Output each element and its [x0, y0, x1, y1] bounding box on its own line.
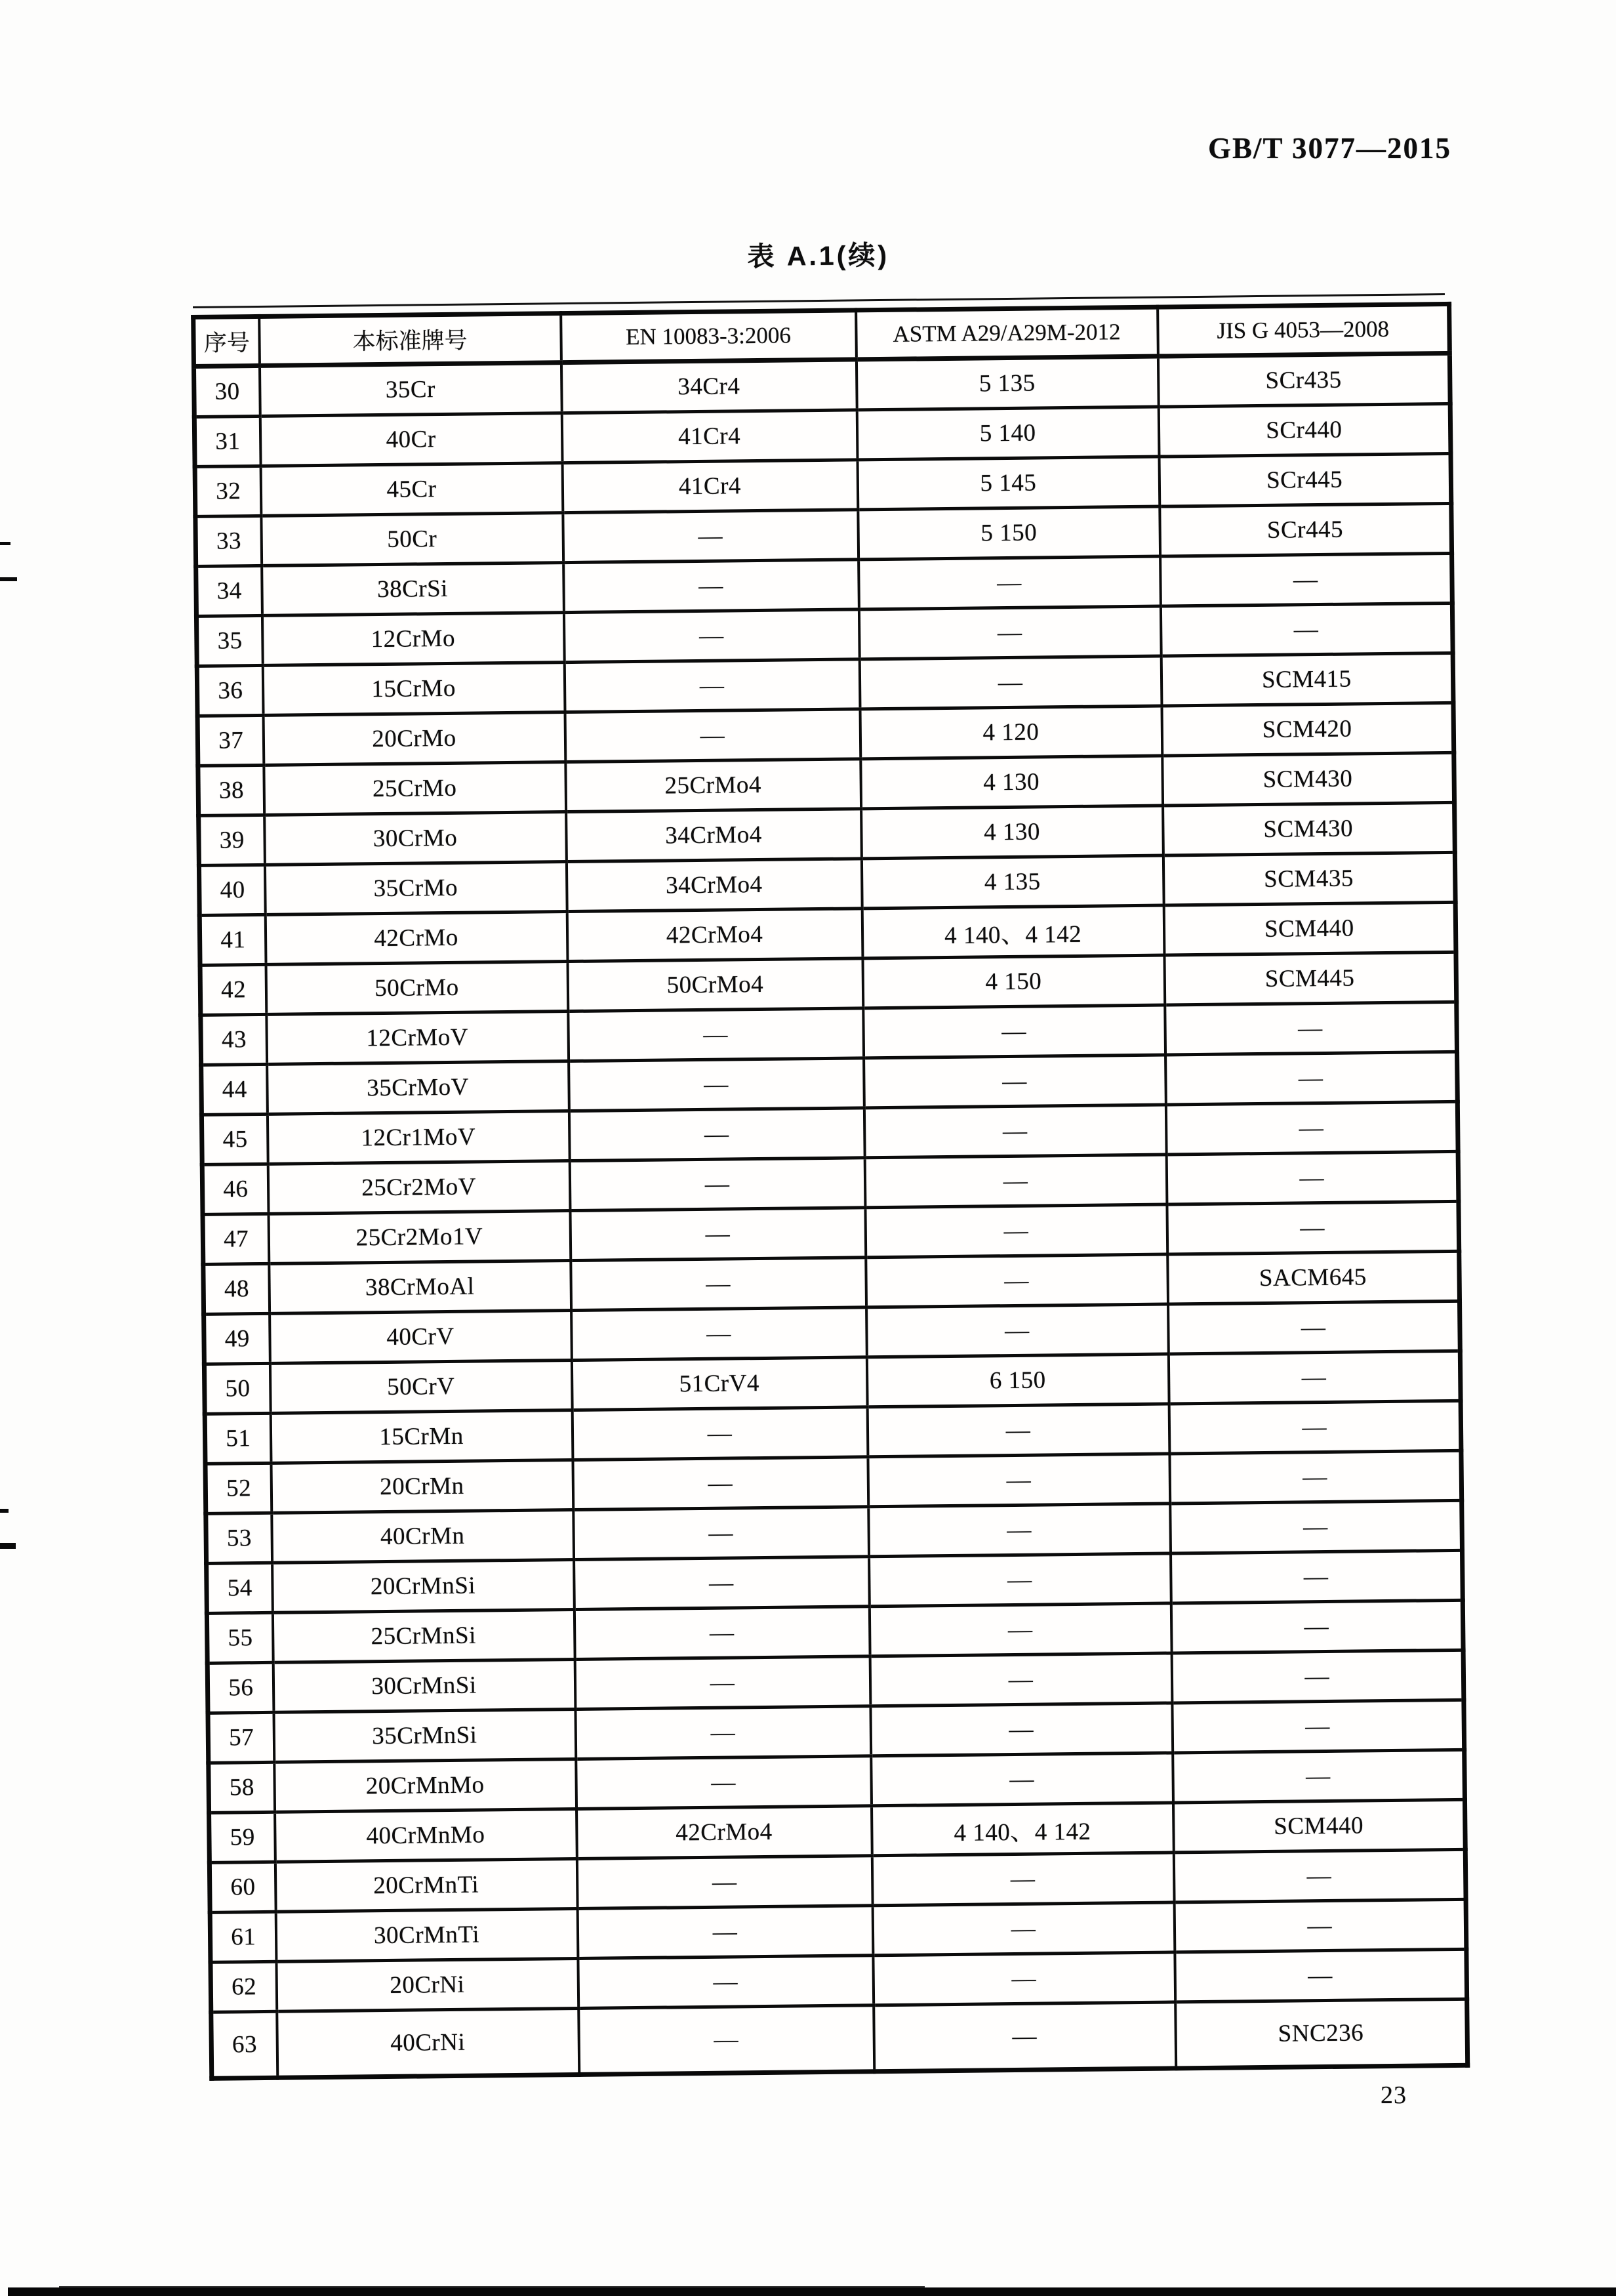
cell-en: — [570, 1208, 866, 1261]
cell-en: — [565, 709, 860, 762]
cell-astm: — [870, 1653, 1172, 1706]
cell-seq: 53 [206, 1513, 272, 1563]
cell-astm: 4 150 [862, 955, 1165, 1008]
cell-jis: SCr435 [1158, 353, 1450, 407]
cell-jis: — [1174, 1899, 1466, 1952]
scan-edge-bar [8, 2287, 1616, 2296]
cell-grade: 20CrMnSi [272, 1560, 575, 1613]
cell-seq: 32 [195, 466, 261, 516]
cell-en: 50CrMo4 [567, 958, 863, 1012]
cell-en: — [573, 1507, 869, 1560]
cell-grade: 35CrMnSi [273, 1710, 576, 1763]
cell-grade: 20CrNi [276, 1958, 578, 2011]
cell-jis: — [1171, 1600, 1463, 1653]
cell-jis: SCM435 [1163, 852, 1455, 905]
cell-jis: — [1170, 1500, 1463, 1553]
cell-grade: 25Cr2MoV [268, 1161, 570, 1214]
cell-astm: 5 150 [858, 506, 1160, 560]
cell-en: — [572, 1407, 868, 1460]
cell-jis: SCM445 [1164, 952, 1457, 1005]
scan-artifact-dash [0, 577, 17, 581]
cell-seq: 63 [211, 2011, 277, 2078]
cell-jis: SCM430 [1163, 802, 1455, 855]
cell-seq: 31 [194, 416, 260, 466]
cell-astm: — [869, 1603, 1171, 1656]
cell-seq: 37 [197, 715, 264, 766]
cell-en: — [578, 1956, 874, 2009]
cell-grade: 50Cr [261, 513, 563, 566]
cell-jis: SACM645 [1167, 1251, 1460, 1304]
cell-jis: SCM415 [1161, 653, 1453, 706]
cell-en: — [569, 1108, 864, 1161]
cell-grade: 25CrMo [264, 762, 566, 815]
cell-astm: — [865, 1204, 1167, 1258]
cell-seq: 35 [196, 615, 262, 666]
cell-seq: 58 [209, 1762, 275, 1813]
cell-astm: 4 140、4 142 [872, 1803, 1174, 1856]
cell-astm: 6 150 [866, 1354, 1169, 1407]
cell-grade: 40CrMn [272, 1510, 574, 1563]
cell-grade: 25CrMnSi [272, 1610, 575, 1663]
cell-astm: — [868, 1504, 1171, 1557]
cell-en: 41Cr4 [562, 460, 858, 513]
cell-en: — [563, 560, 859, 613]
cell-astm: — [871, 1753, 1173, 1806]
cell-jis: — [1160, 603, 1453, 656]
cell-en: — [569, 1158, 865, 1211]
cell-seq: 30 [193, 365, 260, 417]
cell-astm: 5 145 [857, 457, 1160, 510]
cell-en: — [578, 2005, 874, 2075]
cell-astm: 5 140 [857, 407, 1159, 460]
cell-en: — [569, 1058, 864, 1111]
cell-astm: — [872, 1902, 1175, 1956]
cell-astm: — [864, 1155, 1167, 1208]
col-header-en: EN 10083-3:2006 [561, 310, 857, 363]
cell-jis: — [1168, 1301, 1461, 1354]
cell-jis: — [1165, 1002, 1457, 1055]
cell-jis: — [1172, 1700, 1465, 1753]
cell-jis: SCr440 [1158, 403, 1451, 457]
cell-en: — [563, 609, 859, 663]
page-header [0, 131, 1451, 165]
cell-jis: — [1165, 1052, 1458, 1105]
cell-jis: SCM420 [1162, 703, 1454, 756]
cell-seq: 38 [198, 765, 264, 815]
cell-seq: 41 [199, 914, 266, 965]
cell-astm: 4 130 [861, 806, 1163, 859]
table-body [193, 353, 1467, 2078]
cell-grade: 38CrMoAl [269, 1261, 571, 1314]
cell-seq: 34 [196, 565, 262, 616]
cell-astm: — [872, 1853, 1174, 1906]
cell-jis: — [1166, 1151, 1459, 1204]
cell-seq: 57 [208, 1712, 274, 1763]
cell-grade: 15CrMn [270, 1410, 573, 1464]
cell-grade: 20CrMnTi [275, 1858, 577, 1912]
cell-grade: 20CrMn [271, 1460, 573, 1513]
cell-grade: 15CrMo [262, 663, 565, 716]
cell-seq: 33 [195, 516, 262, 566]
cell-seq: 55 [207, 1612, 273, 1663]
cell-en: 51CrV4 [571, 1357, 867, 1410]
table-row [211, 1999, 1468, 2078]
cell-astm: — [864, 1055, 1166, 1108]
cell-en: — [574, 1557, 870, 1610]
cell-jis: SCM440 [1173, 1799, 1465, 1853]
cell-seq: 40 [199, 865, 265, 915]
cell-seq: 51 [205, 1413, 271, 1464]
cell-seq: 44 [201, 1064, 268, 1115]
cell-seq: 60 [209, 1862, 275, 1912]
cell-astm: 4 140、4 142 [862, 905, 1164, 958]
cell-grade: 20CrMnMo [274, 1759, 576, 1812]
scan-artifact-dash [0, 542, 10, 545]
cell-en: 41Cr4 [561, 410, 857, 463]
cell-grade: 20CrMo [263, 712, 565, 766]
cell-grade: 40Cr [260, 413, 562, 466]
table-area [190, 233, 1465, 2081]
cell-en: — [577, 1906, 873, 1959]
cell-grade: 40CrMnMo [275, 1809, 577, 1862]
cell-seq: 59 [209, 1812, 275, 1862]
cell-astm: — [869, 1553, 1171, 1607]
cell-jis: — [1173, 1849, 1466, 1902]
cell-grade: 12Cr1MoV [267, 1111, 569, 1164]
cell-jis: SCr445 [1159, 453, 1451, 506]
cell-en: — [575, 1656, 870, 1710]
cell-seq: 62 [211, 1961, 277, 2012]
cell-jis: — [1169, 1450, 1462, 1504]
cell-jis: — [1167, 1201, 1459, 1254]
cell-seq: 54 [207, 1563, 273, 1613]
cell-en: 25CrMo4 [565, 759, 861, 812]
standard-code: GB/T 3077—2015 [1208, 132, 1451, 165]
cell-astm: — [859, 656, 1162, 709]
cell-astm: — [867, 1404, 1169, 1457]
cell-jis: — [1173, 1750, 1465, 1803]
cell-astm: — [863, 1005, 1165, 1058]
cell-jis: — [1169, 1401, 1461, 1454]
page-number: 23 [1381, 2081, 1407, 2109]
cell-seq: 36 [197, 665, 263, 716]
cell-seq: 50 [204, 1363, 270, 1414]
cell-grade: 42CrMo [265, 912, 567, 965]
cell-en: — [568, 1008, 864, 1061]
col-header-seq: 序号 [193, 316, 260, 366]
cell-seq: 49 [204, 1313, 270, 1364]
cell-grade: 40CrNi [277, 2008, 579, 2078]
cell-grade: 50CrV [270, 1361, 572, 1414]
cell-astm: — [859, 606, 1161, 659]
cell-seq: 39 [199, 815, 265, 865]
cell-jis: — [1171, 1550, 1463, 1603]
steel-grade-comparison-table [191, 302, 1470, 2081]
cell-en: 42CrMo4 [576, 1806, 872, 1859]
cell-astm: 5 135 [856, 356, 1158, 410]
cell-en: 34Cr4 [561, 359, 857, 413]
cell-jis: — [1165, 1101, 1458, 1155]
cell-astm: — [866, 1304, 1169, 1357]
cell-jis: SNC236 [1175, 1999, 1468, 2068]
cell-grade: 12CrMoV [266, 1012, 569, 1065]
col-header-astm: ASTM A29/A29M-2012 [856, 307, 1158, 359]
cell-astm: — [866, 1254, 1168, 1307]
cell-astm: — [864, 1105, 1166, 1158]
cell-grade: 50CrMo [266, 962, 568, 1015]
cell-grade: 38CrSi [262, 563, 564, 616]
col-header-grade: 本标准牌号 [259, 314, 561, 366]
cell-astm: — [874, 2002, 1176, 2072]
cell-astm: 4 120 [860, 706, 1162, 759]
cell-en: — [571, 1258, 866, 1311]
cell-en: 34CrMo4 [566, 859, 862, 912]
cell-en: 42CrMo4 [567, 909, 862, 962]
cell-astm: — [870, 1703, 1173, 1756]
cell-en: — [576, 1856, 872, 1909]
scan-artifact-dash [0, 1543, 16, 1549]
cell-grade: 30CrMnSi [273, 1660, 575, 1713]
cell-en: — [573, 1457, 868, 1510]
cell-grade: 12CrMo [262, 613, 564, 666]
cell-grade: 30CrMnTi [275, 1908, 578, 1961]
table-title: 表 A.1(续) [747, 239, 890, 272]
cell-en: — [571, 1307, 867, 1361]
cell-grade: 35CrMo [264, 862, 567, 915]
cell-en: — [564, 659, 860, 712]
cell-seq: 43 [201, 1014, 267, 1065]
scan-artifact-dash [0, 1509, 9, 1513]
cell-grade: 40CrV [270, 1311, 572, 1364]
cell-seq: 46 [202, 1164, 268, 1214]
cell-jis: SCM430 [1162, 752, 1455, 806]
cell-jis: — [1168, 1351, 1461, 1404]
cell-en: — [575, 1706, 871, 1759]
cell-seq: 52 [205, 1463, 272, 1513]
cell-grade: 35CrMoV [267, 1061, 569, 1115]
cell-seq: 48 [203, 1263, 270, 1314]
cell-astm: — [873, 1952, 1175, 2005]
cell-en: 34CrMo4 [566, 809, 862, 862]
cell-jis: SCM440 [1163, 902, 1456, 955]
cell-seq: 61 [210, 1912, 276, 1962]
cell-astm: 4 130 [860, 756, 1163, 809]
cell-en: — [563, 510, 859, 563]
cell-en: — [576, 1756, 872, 1809]
cell-seq: 45 [201, 1114, 268, 1164]
cell-en: — [574, 1607, 870, 1660]
cell-astm: — [859, 556, 1161, 609]
cell-jis: — [1171, 1650, 1464, 1703]
cell-seq: 47 [203, 1214, 269, 1264]
cell-jis: SCr445 [1160, 503, 1452, 556]
cell-grade: 30CrMo [264, 812, 567, 865]
cell-grade: 35Cr [259, 363, 561, 417]
cell-jis: — [1175, 1949, 1467, 2002]
cell-jis: — [1160, 553, 1453, 606]
cell-grade: 45Cr [260, 463, 563, 516]
cell-astm: 4 135 [861, 855, 1163, 909]
cell-seq: 56 [207, 1662, 273, 1713]
cell-astm: — [868, 1454, 1170, 1507]
cell-grade: 25Cr2Mo1V [268, 1211, 571, 1264]
col-header-jis: JIS G 4053—2008 [1158, 304, 1450, 356]
cell-seq: 42 [200, 964, 266, 1015]
